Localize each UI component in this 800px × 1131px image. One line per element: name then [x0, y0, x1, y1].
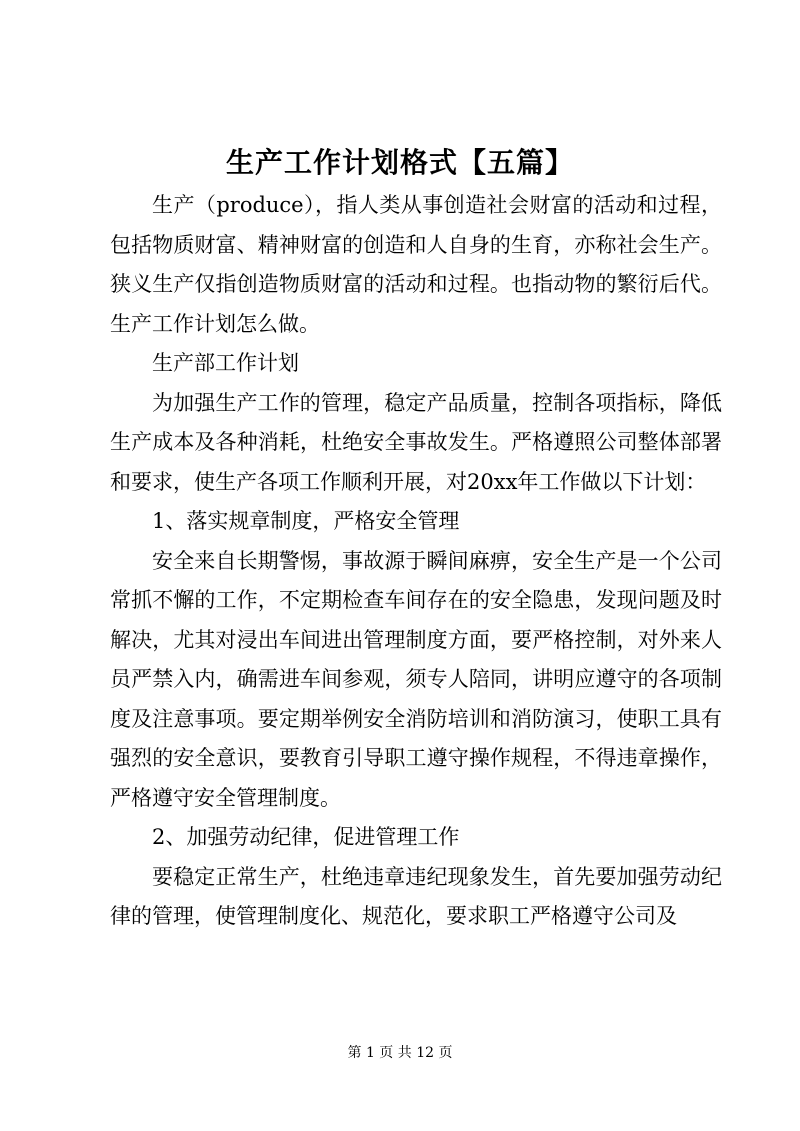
section-heading: 生产部工作计划	[152, 351, 299, 375]
paragraph: 安全来自长期警惕，事故源于瞬间麻痹，安全生产是一个公司常抓不懈的工作，不定期检查车间存在的安全隐患，发现问题及时解决，尤其对浸出车间进出管理制度方面，要严格控制，对外来人员严禁入内，确需进车间参观，须专人陪同，讲明应遵守的各项制度及注意事项。要定期举例安全消防培训和消防演习，使职工具有强烈的安全意识，要教育引导职工遵守操作规程，不得违章操作，严格遵守安全管理制度。	[110, 548, 722, 810]
document-body	[110, 186, 722, 937]
subsection-heading: 2、加强劳动纪律，促进管理工作	[152, 825, 460, 849]
paragraph: 为加强生产工作的管理，稳定产品质量，控制各项指标，降低生产成本及各种消耗，杜绝安全事故发生。严格遵照公司整体部署和要求，使生产各项工作顺利开展，对20xx年工作做以下计划：	[110, 390, 722, 494]
subsection-heading: 1、落实规章制度，严格安全管理	[152, 509, 460, 533]
paragraph: 要稳定正常生产，杜绝违章违纪现象发生，首先要加强劳动纪律的管理，使管理制度化、规范化，要求职工严格遵守公司及	[110, 864, 722, 928]
document-title: 生产工作计划格式【五篇】	[225, 146, 574, 179]
page-footer: 第 1 页 共 12 页	[347, 1045, 453, 1061]
paragraph-intro: 生产（produce），指人类从事创造社会财富的活动和过程，包括物质财富、精神财富的创造和人自身的生育，亦称社会生产。狭义生产仅指创造物质财富的活动和过程。也指动物的繁衍后代。生产工作计划怎么做。	[110, 193, 722, 336]
